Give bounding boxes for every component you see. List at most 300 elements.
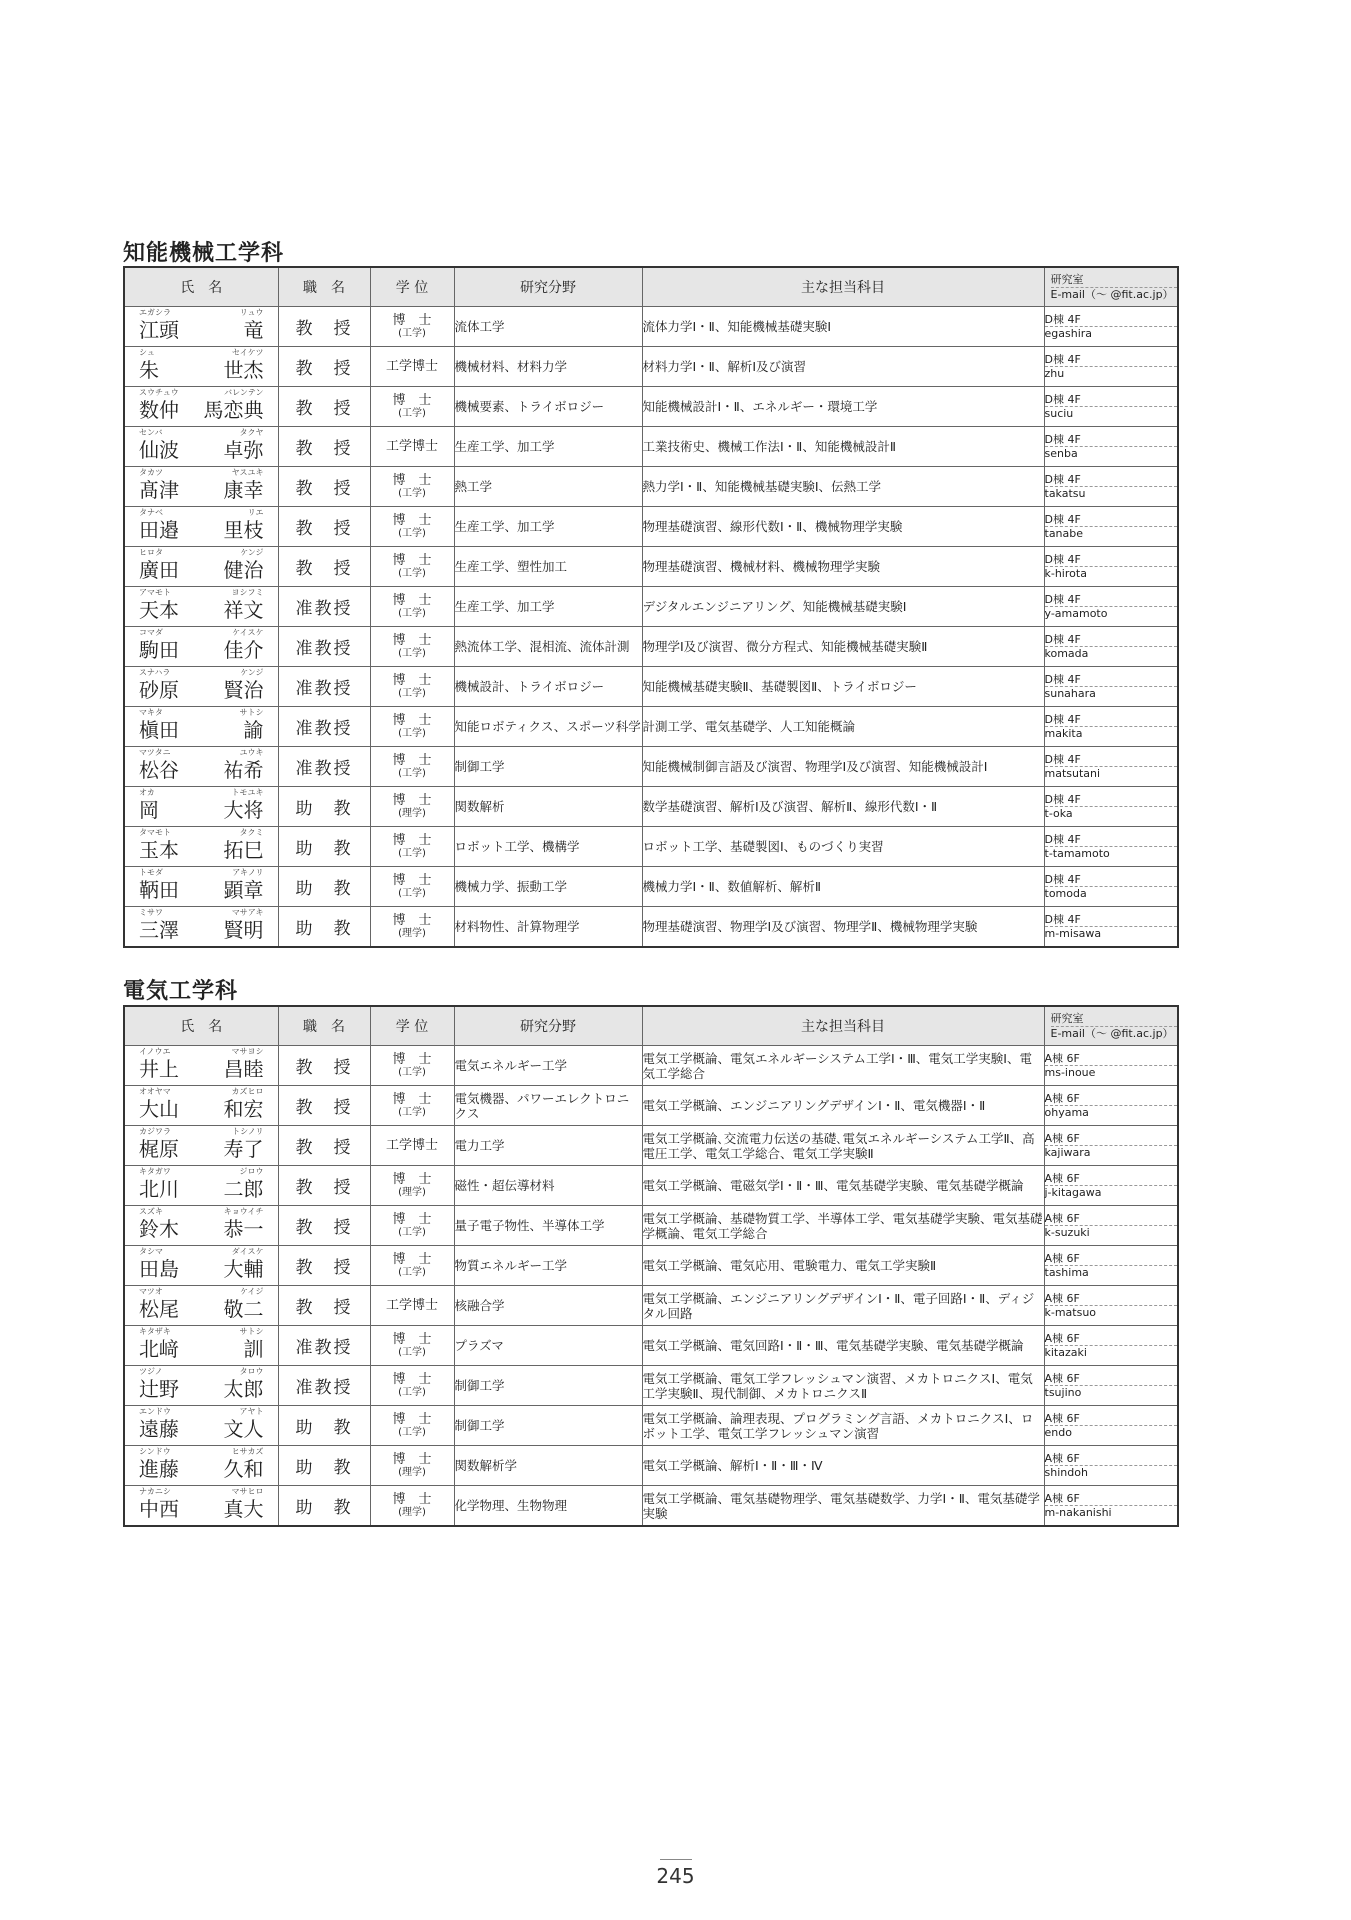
degree: 博 士 [392, 1172, 432, 1187]
research-field: 機械力学、振動工学 [454, 867, 642, 907]
given-name: 文人 [223, 1417, 264, 1441]
given-name: 敬二 [223, 1297, 264, 1321]
name-kana [139, 428, 264, 437]
room: A棟 6F [1045, 1132, 1178, 1146]
degree: 博 士 [392, 833, 432, 848]
name-cell [124, 1326, 278, 1366]
email: k-suzuki [1044, 1226, 1090, 1239]
header-room: 研究室 [1050, 272, 1084, 286]
room: D棟 4F [1045, 753, 1178, 767]
degree-field: (工学) [398, 848, 426, 859]
given-name: 健治 [223, 558, 264, 582]
job-title: 准教授 [278, 1326, 370, 1366]
section-title-mechanical: 知能機械工学科 [123, 241, 285, 266]
degree-cell [370, 1246, 454, 1286]
room-email-cell [1044, 1486, 1178, 1527]
table-body [124, 1046, 1178, 1527]
header-field: 研究分野 [454, 267, 642, 307]
table-row [124, 467, 1178, 507]
given-name-kana: トモユキ [231, 788, 264, 797]
name-cell [124, 1126, 278, 1166]
research-field: 機械設計、トライボロジー [454, 667, 642, 707]
name-kana [139, 788, 264, 797]
given-name: 二郎 [223, 1177, 264, 1201]
table-row [124, 1086, 1178, 1126]
name-cell [124, 1166, 278, 1206]
degree-cell [370, 347, 454, 387]
table-row [124, 1486, 1178, 1527]
room-email-cell [1044, 547, 1178, 587]
degree-field: (工学) [398, 408, 426, 419]
header-email: E-mail（～ @fit.ac.jp） [1051, 1026, 1178, 1041]
given-name: 馬恋典 [203, 398, 264, 422]
degree: 博 士 [392, 513, 432, 528]
subjects: 流体力学Ⅰ・Ⅱ、知能機械基礎実験Ⅰ [642, 307, 1044, 347]
surname: 鈴木 [139, 1217, 179, 1241]
degree-field: (工学) [398, 688, 426, 699]
name-cell [124, 1086, 278, 1126]
room-email-cell [1044, 907, 1178, 948]
surname: 松尾 [139, 1297, 179, 1321]
job-title: 助 教 [278, 827, 370, 867]
degree-field: (理学) [398, 808, 426, 819]
subjects: 工業技術史、機械工作法Ⅰ・Ⅱ、知能機械設計Ⅱ [642, 427, 1044, 467]
surname-kana: マキタ [139, 708, 163, 717]
room-email-cell [1044, 307, 1178, 347]
room: A棟 6F [1045, 1212, 1178, 1226]
name-kana [139, 1447, 264, 1456]
degree-field: (工学) [398, 608, 426, 619]
surname-kana: センバ [139, 428, 163, 437]
table-row [124, 547, 1178, 587]
room-email-cell [1044, 1046, 1178, 1086]
header-room-email [1044, 1006, 1178, 1046]
subjects: 材料力学Ⅰ・Ⅱ、解析Ⅰ及び演習 [642, 347, 1044, 387]
name-kana [139, 1207, 264, 1216]
name-cell [124, 1046, 278, 1086]
name-kanji [139, 1457, 264, 1481]
degree-cell [370, 1446, 454, 1486]
subjects: 電気工学概論、電気回路Ⅰ・Ⅱ・Ⅲ、電気基礎学実験、電気基礎学概論 [642, 1326, 1044, 1366]
degree-cell [370, 1166, 454, 1206]
name-kanji [139, 1137, 264, 1161]
degree-cell [370, 867, 454, 907]
name-kana [139, 1287, 264, 1296]
table-row [124, 827, 1178, 867]
name-kana [139, 388, 264, 397]
surname: 進藤 [139, 1457, 179, 1481]
degree: 博 士 [392, 1332, 432, 1347]
table-row [124, 627, 1178, 667]
subjects: 電気工学概論、電気エネルギーシステム工学Ⅰ・Ⅲ、電気工学実験Ⅰ、電気工学総合 [642, 1046, 1044, 1086]
degree-field: (工学) [398, 768, 426, 779]
given-name: 顕章 [223, 878, 264, 902]
degree: 博 士 [392, 1092, 432, 1107]
surname: 駒田 [139, 638, 179, 662]
degree: 博 士 [392, 793, 432, 808]
given-name-kana: カズヒロ [231, 1087, 264, 1096]
name-kana [139, 1327, 264, 1336]
email: kitazaki [1044, 1346, 1087, 1359]
surname-kana: キタザキ [139, 1327, 171, 1336]
header-field: 研究分野 [454, 1006, 642, 1046]
table-row [124, 1406, 1178, 1446]
room: D棟 4F [1045, 393, 1178, 407]
surname: 仙波 [139, 438, 179, 462]
degree-field: (工学) [398, 488, 426, 499]
surname: 江頭 [139, 318, 179, 342]
subjects: 物理基礎演習、機械材料、機械物理学実験 [642, 547, 1044, 587]
research-field: 電気機器、パワーエレクトロニクス [454, 1086, 642, 1126]
name-kanji [139, 518, 264, 542]
name-kana [139, 1127, 264, 1136]
section-title-electrical: 電気工学科 [123, 979, 239, 1004]
job-title: 教 授 [278, 547, 370, 587]
degree-cell [370, 547, 454, 587]
subjects: 電気工学概論、解析Ⅰ・Ⅱ・Ⅲ・Ⅳ [642, 1446, 1044, 1486]
table-row [124, 747, 1178, 787]
email: t-tamamoto [1044, 847, 1110, 860]
surname-kana: キタガワ [139, 1167, 171, 1176]
room-email-cell [1044, 1206, 1178, 1246]
room-email-cell [1044, 1446, 1178, 1486]
room-email-cell [1044, 1246, 1178, 1286]
research-field: 機械要素、トライボロジー [454, 387, 642, 427]
job-title: 教 授 [278, 1126, 370, 1166]
header-email: E-mail（～ @fit.ac.jp） [1051, 287, 1178, 302]
job-title: 准教授 [278, 627, 370, 667]
name-kanji [139, 838, 264, 862]
job-title: 教 授 [278, 467, 370, 507]
degree: 博 士 [392, 753, 432, 768]
job-title: 准教授 [278, 747, 370, 787]
given-name-kana: セイケツ [231, 348, 264, 357]
surname-kana: シュ [139, 348, 155, 357]
subjects: 物理基礎演習、線形代数Ⅰ・Ⅱ、機械物理学実験 [642, 507, 1044, 547]
degree-field: (理学) [398, 1467, 426, 1478]
given-name-kana: リュウ [239, 308, 264, 317]
room: A棟 6F [1045, 1372, 1178, 1386]
degree: 博 士 [392, 1492, 432, 1507]
surname: 梶原 [139, 1137, 179, 1161]
degree-field: (工学) [398, 1107, 426, 1118]
surname: 髙津 [139, 478, 179, 502]
header-subjects: 主な担当科目 [642, 1006, 1044, 1046]
room-email-cell [1044, 1086, 1178, 1126]
name-kana [139, 828, 264, 837]
given-name: 卓弥 [223, 438, 264, 462]
surname-kana: ヒロタ [139, 548, 163, 557]
degree-cell [370, 1086, 454, 1126]
header-subjects: 主な担当科目 [642, 267, 1044, 307]
job-title: 准教授 [278, 667, 370, 707]
room-email-cell [1044, 867, 1178, 907]
name-kanji [139, 798, 264, 822]
job-title: 教 授 [278, 1206, 370, 1246]
degree-cell [370, 1486, 454, 1527]
degree-field: (工学) [398, 648, 426, 659]
name-kana [139, 308, 264, 317]
research-field: 機械材料、材料力学 [454, 347, 642, 387]
table-row [124, 1446, 1178, 1486]
given-name-kana: リエ [247, 508, 264, 517]
given-name: 久和 [223, 1457, 264, 1481]
given-name-kana: ジロウ [239, 1167, 264, 1176]
name-kanji [139, 558, 264, 582]
name-cell [124, 1486, 278, 1527]
room: D棟 4F [1045, 833, 1178, 847]
name-kana [139, 628, 264, 637]
degree: 博 士 [392, 1252, 432, 1267]
surname: 大山 [139, 1097, 179, 1121]
table-row [124, 667, 1178, 707]
name-kana [139, 1367, 264, 1376]
subjects: 電気工学概論、エンジニアリングデザインⅠ・Ⅱ、電気機器Ⅰ・Ⅱ [642, 1086, 1044, 1126]
name-kanji [139, 1377, 264, 1401]
job-title: 教 授 [278, 1086, 370, 1126]
degree: 博 士 [392, 913, 432, 928]
research-field: 量子電子物性、半導体工学 [454, 1206, 642, 1246]
room: D棟 4F [1045, 473, 1178, 487]
name-cell [124, 1406, 278, 1446]
given-name-kana: サトシ [239, 1327, 264, 1336]
subjects: 電気工学概論、電気基礎物理学、電気基礎数学、力学Ⅰ・Ⅱ、電気基礎学実験 [642, 1486, 1044, 1527]
given-name-kana: マサヒロ [231, 1487, 264, 1496]
name-kana [139, 548, 264, 557]
job-title: 教 授 [278, 1046, 370, 1086]
degree-cell [370, 507, 454, 547]
given-name-kana: サトシ [239, 708, 264, 717]
degree-cell [370, 1406, 454, 1446]
page-number: 245 [656, 1864, 695, 1888]
research-field: 制御工学 [454, 1406, 642, 1446]
degree-field: (工学) [398, 1067, 426, 1078]
surname: 廣田 [139, 558, 179, 582]
surname: 槇田 [139, 718, 179, 742]
email: shindoh [1044, 1466, 1088, 1479]
email: k-matsuo [1044, 1306, 1097, 1319]
degree: 博 士 [392, 1452, 432, 1467]
room-email-cell [1044, 387, 1178, 427]
name-kana [139, 348, 264, 357]
email: komada [1044, 647, 1089, 660]
table-row [124, 427, 1178, 467]
research-field: 関数解析 [454, 787, 642, 827]
research-field: 知能ロボティクス、スポーツ科学 [454, 707, 642, 747]
degree-field: (工学) [398, 1347, 426, 1358]
room: A棟 6F [1045, 1092, 1178, 1106]
email: t-oka [1044, 807, 1073, 820]
given-name-kana: ケンジ [240, 548, 264, 557]
name-kana [139, 1487, 264, 1496]
degree: 博 士 [392, 633, 432, 648]
name-kana [139, 708, 264, 717]
degree-field: (理学) [398, 1187, 426, 1198]
research-field: 制御工学 [454, 1366, 642, 1406]
research-field: ロボット工学、機構学 [454, 827, 642, 867]
name-cell [124, 1206, 278, 1246]
name-kanji [139, 1057, 264, 1081]
surname: 田島 [139, 1257, 179, 1281]
degree-cell [370, 707, 454, 747]
name-kanji [139, 678, 264, 702]
surname-kana: シンドウ [139, 1447, 171, 1456]
degree-cell [370, 827, 454, 867]
degree-field: (工学) [398, 728, 426, 739]
degree-cell [370, 667, 454, 707]
name-kanji [139, 1497, 264, 1521]
research-field: 関数解析学 [454, 1446, 642, 1486]
subjects: 計測工学、電気基礎学、人工知能概論 [642, 707, 1044, 747]
surname-kana: ナカニシ [139, 1487, 171, 1496]
given-name: 訓 [243, 1337, 264, 1361]
table-row [124, 707, 1178, 747]
degree: 博 士 [392, 1372, 432, 1387]
name-kanji [139, 1097, 264, 1121]
job-title: 助 教 [278, 907, 370, 948]
job-title: 助 教 [278, 787, 370, 827]
degree-field: (工学) [398, 568, 426, 579]
given-name-kana: タクヤ [239, 428, 264, 437]
degree: 工学博士 [385, 1297, 438, 1313]
header-name: 氏 名 [124, 1006, 278, 1046]
degree-field: (理学) [398, 928, 426, 939]
table-row [124, 907, 1178, 948]
degree: 博 士 [392, 873, 432, 888]
room: D棟 4F [1045, 913, 1178, 927]
given-name: 祐希 [223, 758, 264, 782]
name-kanji [139, 1297, 264, 1321]
subjects: 電気工学概論、電気応用、電験電力、電気工学実験Ⅱ [642, 1246, 1044, 1286]
room-email-cell [1044, 467, 1178, 507]
subjects: 物理学Ⅰ及び演習、微分方程式、知能機械基礎実験Ⅱ [642, 627, 1044, 667]
research-field: 電気エネルギー工学 [454, 1046, 642, 1086]
email: j-kitagawa [1044, 1186, 1102, 1199]
name-kanji [139, 1177, 264, 1201]
table-row [124, 1126, 1178, 1166]
room-email-cell [1044, 1326, 1178, 1366]
subjects: 知能機械基礎実験Ⅱ、基礎製図Ⅱ、トライボロジー [642, 667, 1044, 707]
surname: 北﨑 [139, 1337, 179, 1361]
room-email-cell [1044, 707, 1178, 747]
given-name: 祥文 [223, 598, 264, 622]
name-cell [124, 507, 278, 547]
room-email-cell [1044, 587, 1178, 627]
degree: 工学博士 [385, 1137, 438, 1153]
surname: 北川 [139, 1177, 179, 1201]
research-field: 生産工学、加工学 [454, 427, 642, 467]
email: suciu [1044, 407, 1074, 420]
subjects: デジタルエンジニアリング、知能機械基礎実験Ⅰ [642, 587, 1044, 627]
surname-kana: マツオ [139, 1287, 163, 1296]
degree-cell [370, 467, 454, 507]
room: D棟 4F [1045, 513, 1178, 527]
given-name: 賢治 [223, 678, 264, 702]
job-title: 准教授 [278, 707, 370, 747]
surname: 数仲 [139, 398, 179, 422]
degree-cell [370, 1366, 454, 1406]
room: A棟 6F [1045, 1052, 1178, 1066]
surname: 辻野 [139, 1377, 179, 1401]
name-kanji [139, 718, 264, 742]
degree-cell [370, 747, 454, 787]
header-title: 職 名 [278, 1006, 370, 1046]
name-kanji [139, 598, 264, 622]
given-name: 世杰 [223, 358, 264, 382]
room-email-cell [1044, 747, 1178, 787]
table-row [124, 587, 1178, 627]
room: D棟 4F [1045, 313, 1178, 327]
table-header-row [124, 267, 1178, 307]
given-name: 真大 [223, 1497, 264, 1521]
given-name-kana: アヤト [239, 1407, 264, 1416]
room-email-cell [1044, 347, 1178, 387]
room: A棟 6F [1045, 1332, 1178, 1346]
degree-cell [370, 1326, 454, 1366]
degree-cell [370, 1046, 454, 1086]
room: A棟 6F [1045, 1492, 1178, 1506]
given-name: 寿了 [223, 1137, 264, 1161]
surname-kana: ツジノ [139, 1367, 163, 1376]
research-field: 熱流体工学、混相流、流体計測 [454, 627, 642, 667]
given-name: 大将 [223, 798, 264, 822]
degree-field: (工学) [398, 328, 426, 339]
email: matsutani [1044, 767, 1101, 780]
room: D棟 4F [1045, 793, 1178, 807]
research-field: 材料物性、計算物理学 [454, 907, 642, 948]
table-row [124, 1046, 1178, 1086]
name-cell [124, 1366, 278, 1406]
surname-kana: マツタニ [139, 748, 171, 757]
given-name: 拓巳 [223, 838, 264, 862]
name-kana [139, 1407, 264, 1416]
email: makita [1044, 727, 1083, 740]
header-room-email [1044, 267, 1178, 307]
room-email-cell [1044, 507, 1178, 547]
given-name: 賢明 [223, 918, 264, 942]
subjects: 熱力学Ⅰ・Ⅱ、知能機械基礎実験Ⅰ、伝熱工学 [642, 467, 1044, 507]
given-name-kana: マサヨシ [231, 1047, 264, 1056]
table-row [124, 1286, 1178, 1326]
degree: 博 士 [392, 553, 432, 568]
email: takatsu [1044, 487, 1086, 500]
subjects: 数学基礎演習、解析Ⅰ及び演習、解析Ⅱ、線形代数Ⅰ・Ⅱ [642, 787, 1044, 827]
surname-kana: タカツ [139, 468, 163, 477]
surname-kana: タナベ [139, 508, 163, 517]
table-row [124, 387, 1178, 427]
surname-kana: アマモト [139, 588, 171, 597]
job-title: 教 授 [278, 427, 370, 467]
email: tanabe [1044, 527, 1084, 540]
degree-field: (工学) [398, 1387, 426, 1398]
name-cell [124, 1446, 278, 1486]
name-cell [124, 547, 278, 587]
given-name: 昌睦 [223, 1057, 264, 1081]
name-kanji [139, 398, 264, 422]
given-name: 恭一 [223, 1217, 264, 1241]
job-title: 准教授 [278, 1366, 370, 1406]
degree: 博 士 [392, 593, 432, 608]
job-title: 助 教 [278, 867, 370, 907]
email: m-nakanishi [1044, 1506, 1112, 1519]
surname: 松谷 [139, 758, 179, 782]
name-kanji [139, 1257, 264, 1281]
email: tomoda [1044, 887, 1087, 900]
degree: 博 士 [392, 1052, 432, 1067]
email: zhu [1044, 367, 1065, 380]
email: kajiwara [1044, 1146, 1091, 1159]
name-kanji [139, 758, 264, 782]
